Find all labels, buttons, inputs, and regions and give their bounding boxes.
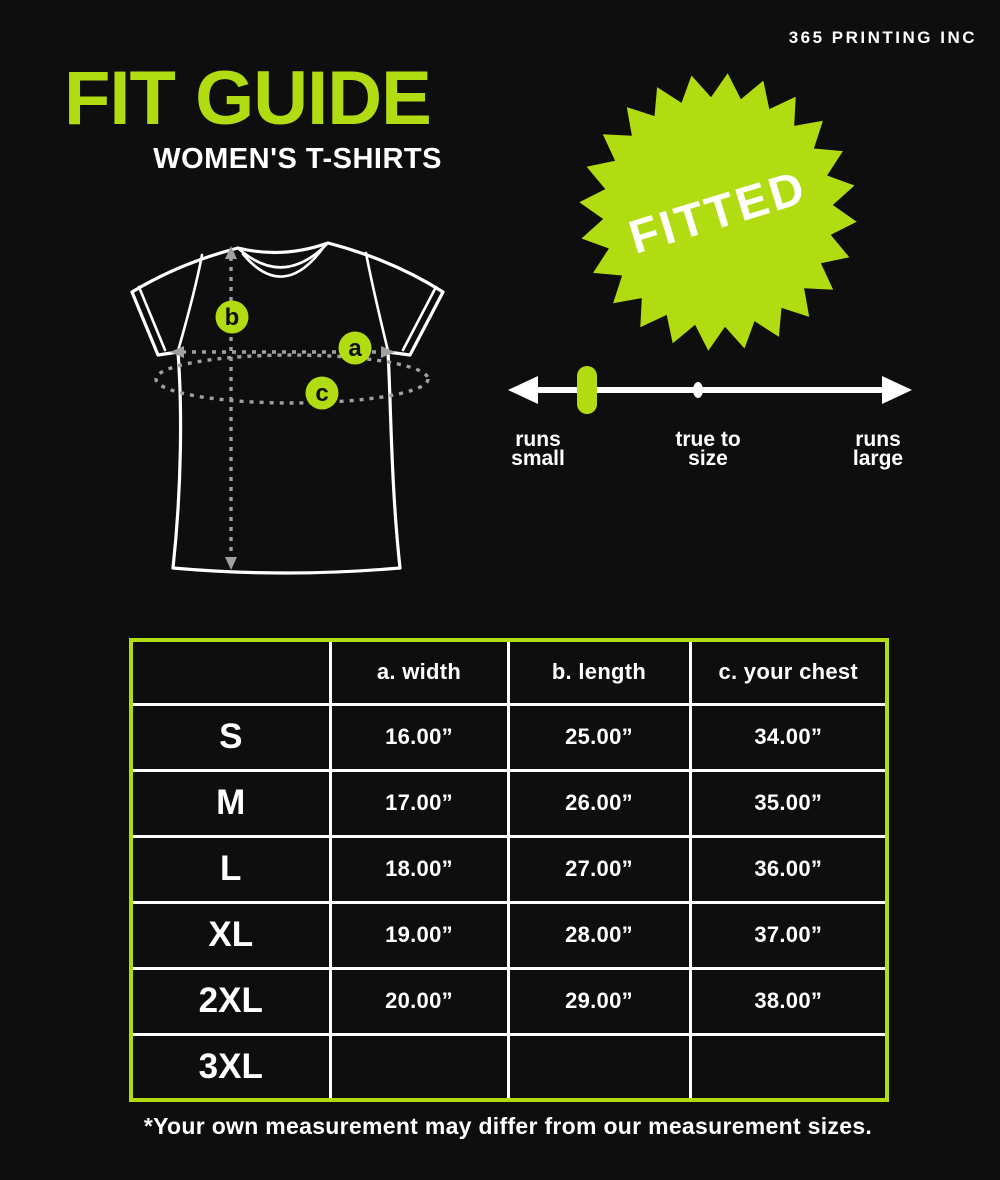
length-value: 28.00” xyxy=(508,902,690,968)
chest-value: 35.00” xyxy=(690,770,887,836)
fit-scale xyxy=(500,348,920,498)
scale-arrow-left-icon xyxy=(508,376,538,404)
fit-scale-svg xyxy=(500,348,920,438)
brand-name: 365 PRINTING INC xyxy=(788,28,977,47)
column-header-length: b. length xyxy=(508,640,690,704)
chest-value: 38.00” xyxy=(690,968,887,1034)
size-label: S xyxy=(131,704,330,770)
tshirt-diagram-svg xyxy=(120,225,500,585)
marker-b-label: b xyxy=(224,304,240,331)
scale-label-runs-large: runs large xyxy=(852,428,904,470)
chest-value: 37.00” xyxy=(690,902,887,968)
arrow-down-icon xyxy=(225,557,237,570)
table-row-l xyxy=(131,836,887,902)
width-value: 18.00” xyxy=(330,836,508,902)
title-block xyxy=(64,56,442,176)
length-value xyxy=(508,1034,690,1100)
chest-value: 36.00” xyxy=(690,836,887,902)
scale-label-runs-small: runs small xyxy=(511,428,565,470)
size-label: 3XL xyxy=(131,1034,330,1100)
chest-measure-ellipse xyxy=(156,355,428,403)
size-label: M xyxy=(131,770,330,836)
table-row-xl xyxy=(131,902,887,968)
true-to-size-dot xyxy=(693,382,703,398)
table-row-s xyxy=(131,704,887,770)
footnote: *Your own measurement may differ from our measurement sizes. xyxy=(143,1113,873,1139)
fitted-badge xyxy=(578,72,858,352)
marker-a-label: a xyxy=(348,335,362,362)
measurement-guides xyxy=(156,257,428,559)
fitted-badge-svg xyxy=(578,72,858,352)
marker-dots xyxy=(216,301,372,410)
marker-c-label: c xyxy=(315,380,329,407)
scale-label-true-to-size: true to size xyxy=(675,428,741,470)
width-value xyxy=(330,1034,508,1100)
length-value: 26.00” xyxy=(508,770,690,836)
scale-arrow-right-icon xyxy=(882,376,912,404)
size-chart-table xyxy=(129,638,889,1102)
column-header-width: a. width xyxy=(330,640,508,704)
column-header-chest: c. your chest xyxy=(690,640,887,704)
size-label: L xyxy=(131,836,330,902)
page-title: FIT GUIDE xyxy=(64,56,431,141)
table-row-m xyxy=(131,770,887,836)
tshirt-measurement-diagram xyxy=(120,225,500,585)
length-value: 27.00” xyxy=(508,836,690,902)
length-value: 29.00” xyxy=(508,968,690,1034)
width-value: 20.00” xyxy=(330,968,508,1034)
fitted-badge-label: FITTED xyxy=(622,159,813,264)
table-row-3xl xyxy=(131,1034,887,1100)
corner-cell xyxy=(131,640,330,704)
width-value: 19.00” xyxy=(330,902,508,968)
header-row xyxy=(131,640,887,704)
chest-value: 34.00” xyxy=(690,704,887,770)
measure-arrowheads xyxy=(170,246,395,570)
size-label: 2XL xyxy=(131,968,330,1034)
table-row-2xl xyxy=(131,968,887,1034)
page-subtitle: WOMEN'S T-SHIRTS xyxy=(153,142,442,175)
length-value: 25.00” xyxy=(508,704,690,770)
chest-value xyxy=(690,1034,887,1100)
tshirt-outline-icon xyxy=(132,243,443,573)
fit-marker-pill xyxy=(577,366,597,414)
width-value: 16.00” xyxy=(330,704,508,770)
width-value: 17.00” xyxy=(330,770,508,836)
size-label: XL xyxy=(131,902,330,968)
